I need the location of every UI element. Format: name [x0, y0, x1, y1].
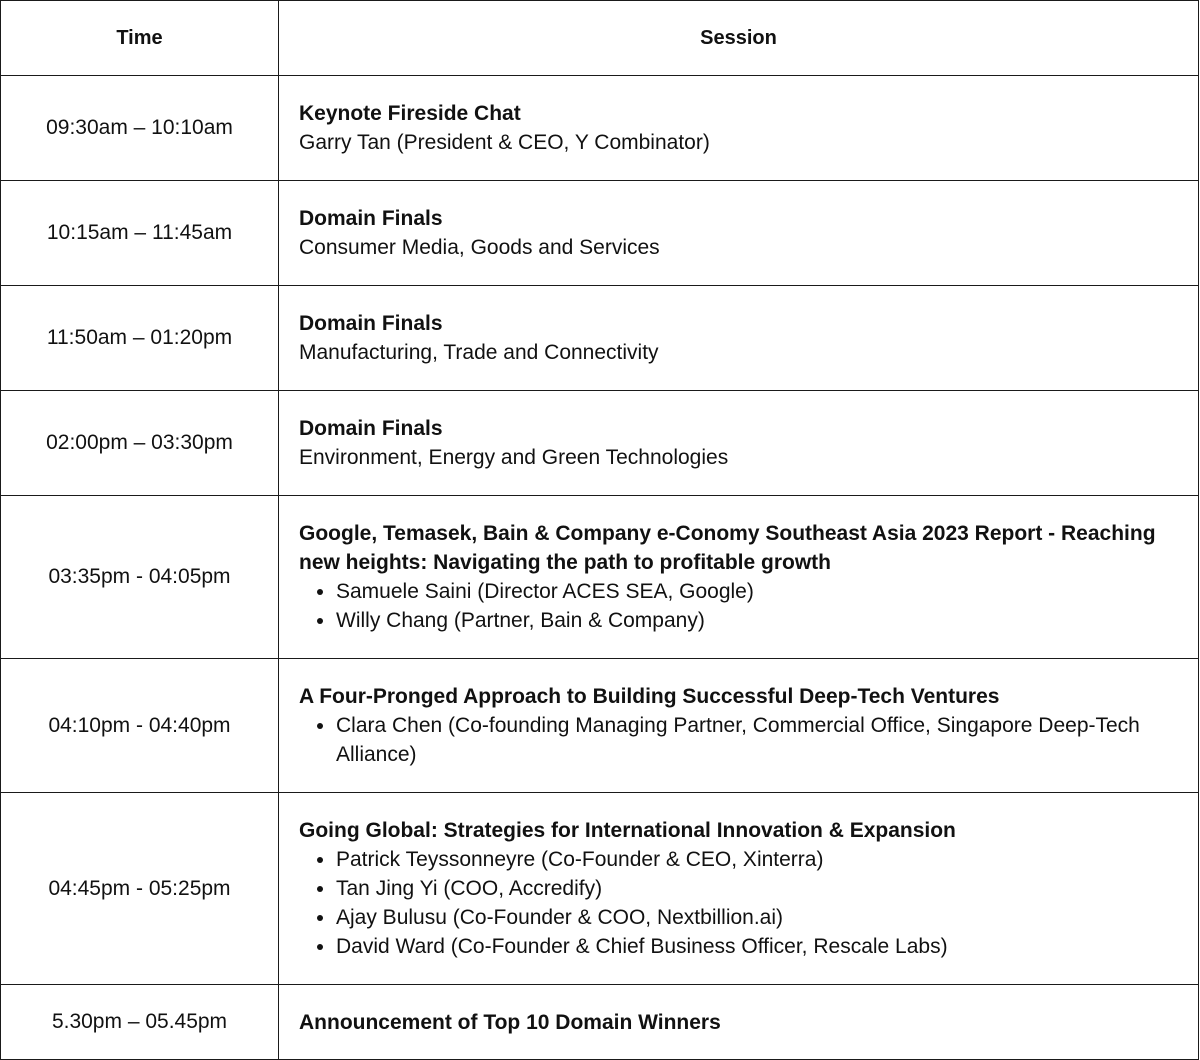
- time-column-header: Time: [1, 1, 279, 76]
- session-cell: [279, 793, 1199, 985]
- session-title: Google, Temasek, Bain & Company e-Conomy Southeast Asia 2023 Report - Reaching new heights: Navigating the path to profitable growth: [299, 522, 1156, 574]
- table-row: [1, 496, 1199, 659]
- speaker-list: [299, 711, 1178, 769]
- speaker-list: [299, 577, 1178, 635]
- header-row: [1, 1, 1199, 76]
- session-cell: [279, 76, 1199, 181]
- session-subtitle: Garry Tan (President & CEO, Y Combinator): [299, 131, 710, 154]
- session-title: Domain Finals: [299, 207, 443, 230]
- session-time: 04:45pm - 05:25pm: [1, 793, 279, 985]
- session-title: Announcement of Top 10 Domain Winners: [299, 1010, 721, 1034]
- table-row: [1, 286, 1199, 391]
- speaker-item: • Clara Chen (Co-founding Managing Partner, Commercial Office, Singapore Deep-Tech Alliance): [336, 711, 1178, 769]
- session-cell: [279, 286, 1199, 391]
- session-cell: [279, 391, 1199, 496]
- table-row: [1, 985, 1199, 1060]
- session-title: Going Global: Strategies for International Innovation & Expansion: [299, 819, 956, 842]
- session-title: Domain Finals: [299, 417, 443, 440]
- session-title: Domain Finals: [299, 312, 443, 335]
- session-time: 02:00pm – 03:30pm: [1, 391, 279, 496]
- session-time: 04:10pm - 04:40pm: [1, 659, 279, 793]
- table-row: [1, 76, 1199, 181]
- speaker-item: • Tan Jing Yi (COO, Accredify): [336, 874, 1178, 903]
- session-time: 5.30pm – 05.45pm: [1, 985, 279, 1060]
- session-title: A Four-Pronged Approach to Building Successful Deep-Tech Ventures: [299, 685, 1000, 708]
- session-cell: [279, 985, 1199, 1060]
- session-subtitle: Consumer Media, Goods and Services: [299, 236, 660, 259]
- session-cell: [279, 181, 1199, 286]
- session-time: 09:30am – 10:10am: [1, 76, 279, 181]
- table-row: [1, 793, 1199, 985]
- table-row: [1, 181, 1199, 286]
- speaker-item: • Ajay Bulusu (Co-Founder & COO, Nextbillion.ai): [336, 903, 1178, 932]
- speaker-item: • David Ward (Co-Founder & Chief Business Officer, Rescale Labs): [336, 932, 1178, 961]
- speaker-item: • Willy Chang (Partner, Bain & Company): [336, 606, 1178, 635]
- session-subtitle: Manufacturing, Trade and Connectivity: [299, 341, 659, 364]
- table-row: [1, 391, 1199, 496]
- table-row: [1, 659, 1199, 793]
- speaker-list: [299, 845, 1178, 961]
- session-subtitle: Environment, Energy and Green Technologies: [299, 446, 729, 469]
- session-cell: [279, 496, 1199, 659]
- session-cell: [279, 659, 1199, 793]
- session-time: 11:50am – 01:20pm: [1, 286, 279, 391]
- speaker-item: • Patrick Teyssonneyre (Co-Founder & CEO, Xinterra): [336, 845, 1178, 874]
- session-time: 03:35pm - 04:05pm: [1, 496, 279, 659]
- session-column-header: Session: [279, 1, 1199, 76]
- session-title: Keynote Fireside Chat: [299, 102, 521, 125]
- speaker-item: • Samuele Saini (Director ACES SEA, Google): [336, 577, 1178, 606]
- session-time: 10:15am – 11:45am: [1, 181, 279, 286]
